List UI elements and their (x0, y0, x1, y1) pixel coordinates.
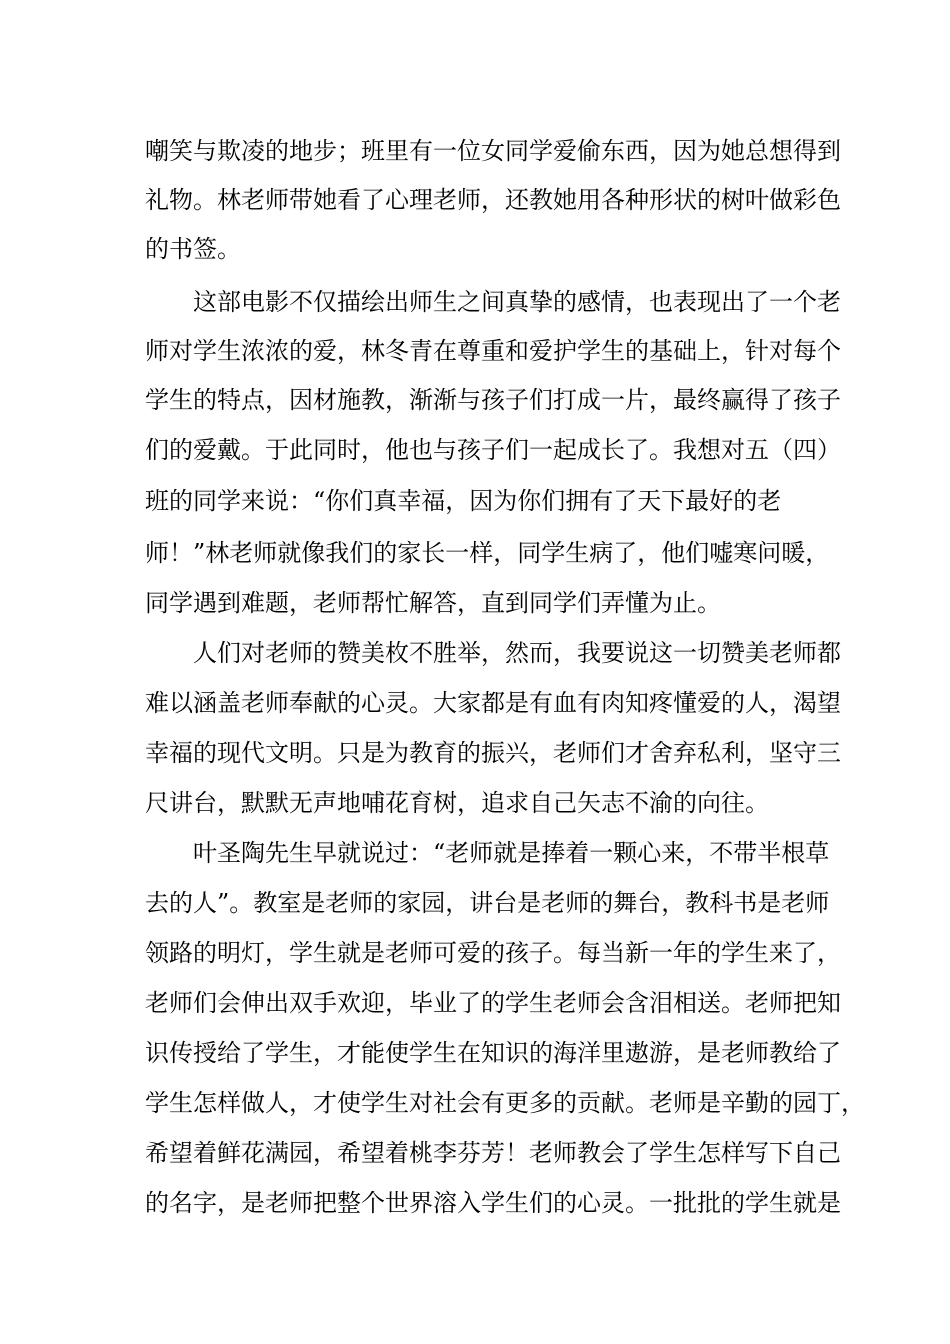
paragraph-first-line: 人们对老师的赞美枚不胜举，然而，我要说这一切赞美老师都 (193, 639, 841, 667)
text-line: 难以涵盖老师奉献的心灵。大家都是有血有肉知疼懂爱的人，渴望 (145, 689, 841, 717)
text-line: 师对学生浓浓的爱，林冬青在尊重和爱护学生的基础上，针对每个 (145, 337, 841, 365)
text-line: 嘲笑与欺凌的地步；班里有一位女同学爱偷东西，因为她总想得到 (145, 137, 841, 165)
text-line: 尺讲台，默默无声地哺花育树，追求自己矢志不渝的向往。 (145, 789, 769, 817)
text-line: 去的人”。教室是老师的家园，讲台是老师的舞台，教科书是老师 (145, 889, 830, 917)
text-line: 师！”林老师就像我们的家长一样，同学生病了，他们嘘寒问暖， (145, 539, 830, 567)
text-line: 们的爱戴。于此同时，他也与孩子们一起成长了。我想对五（四） (145, 436, 841, 464)
text-line: 幸福的现代文明。只是为教育的振兴，老师们才舍弃私利，坚守三 (145, 739, 841, 767)
text-line: 识传授给了学生，才能使学生在知识的海洋里遨游，是老师教给了 (145, 1039, 841, 1067)
text-line: 礼物。林老师带她看了心理老师，还教她用各种形状的树叶做彩色 (145, 186, 841, 214)
text-line: 学生怎样做人，才使学生对社会有更多的贡献。老师是辛勤的园丁， (145, 1089, 865, 1117)
paragraph-first-line: 这部电影不仅描绘出师生之间真挚的感情，也表现出了一个老 (193, 288, 841, 316)
text-line: 领路的明灯，学生就是老师可爱的孩子。每当新一年的学生来了， (145, 939, 841, 967)
text-line: 班的同学来说：“你们真幸福，因为你们拥有了天下最好的老 (145, 487, 782, 515)
text-line: 希望着鲜花满园，希望着桃李芬芳！老师教会了学生怎样写下自己 (145, 1139, 841, 1167)
text-line: 的名字，是老师把整个世界溶入学生们的心灵。一批批的学生就是 (145, 1189, 841, 1217)
paragraph-first-line: 叶圣陶先生早就说过：“老师就是捧着一颗心来，不带半根草 (193, 839, 830, 867)
text-line: 的书签。 (145, 235, 241, 263)
text-line: 同学遇到难题，老师帮忙解答，直到同学们弄懂为止。 (145, 589, 721, 617)
text-line: 学生的特点，因材施教，渐渐与孩子们打成一片，最终赢得了孩子 (145, 386, 841, 414)
text-line: 老师们会伸出双手欢迎，毕业了的学生老师会含泪相送。老师把知 (145, 989, 841, 1017)
